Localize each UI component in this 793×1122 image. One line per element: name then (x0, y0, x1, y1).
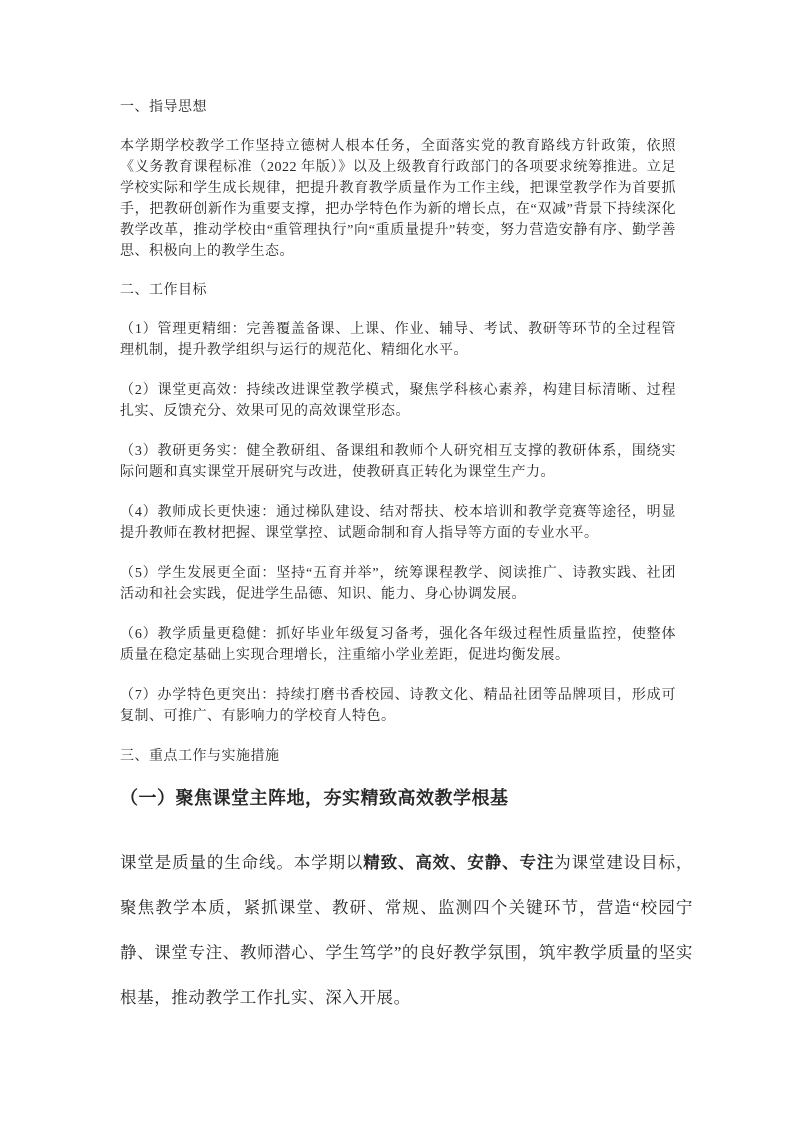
goal-item-5: （5）学生发展更全面：坚持“五育并举”，统筹课程教学、阅读推广、诗教实践、社团活动和社会实践，促进学生品德、知识、能力、身心协调发展。 (120, 566, 676, 602)
goal-item-4: （4）教师成长更快速：通过梯队建设、结对帮扶、校本培训和教学竞赛等途径，明显提升教师在教材把握、课堂掌控、试题命制和育人指导等方面的专业水平。 (120, 505, 676, 541)
goal-item-2: （2）课堂更高效：持续改进课堂教学模式，聚焦学科核心素养，构建目标清晰、过程扎实、反馈充分、效果可见的高效课堂形态。 (120, 383, 676, 419)
goal-item-6: （6）教学质量更稳健：抓好毕业年级复习备考，强化各年级过程性质量监控，使整体质量在稳定基础上实现合理增长，注重缩小学业差距，促进均衡发展。 (120, 627, 676, 663)
final-paragraph-bold-keywords: 精致、高效、安静、专注 (363, 853, 555, 872)
goal-item-3: （3）教研更务实：健全教研组、备课组和教师个人研究相互支撑的教研体系，围绕实际问题和真实课堂开展研究与改进，使教研真正转化为课堂生产力。 (120, 444, 676, 480)
document-content (120, 97, 693, 1020)
subsection-heading: （一）聚焦课堂主阵地，夯实精致高效教学根基 (120, 788, 509, 808)
guiding-ideology-paragraph: 本学期学校教学工作坚持立德树人根本任务，全面落实党的教育路线方针政策，依照《义务教育课程标准（2022 年版）》以及上级教育行政部门的各项要求统筹推进。立足学校实际和学生成长规律，把提升教育教学质量作为工作主线，把课堂教学作为首要抓手，把教研创新作为重要支撑，把办学特色作为新的增长点，在“双减”背景下持续深化教学改革，推动学校由“重管理执行”向“重质量提升”转变，努力营造安静有序、勤学善思、积极向上的教学生态。 (120, 139, 676, 259)
final-paragraph-segment-2: 为课堂建设目标，聚焦教学本质，紧抓课堂、教研、常规、监测四个关键环节，营造“校园宁静、课堂专注、教师潜心、学生笃学”的良好教学氛围，筑牢教学质量的坚实根基，推动教学工作扎实、深入开展。 (120, 853, 693, 1007)
classroom-building-paragraph (120, 840, 693, 1020)
section-heading-2: 二、工作目标 (120, 283, 207, 298)
goal-item-1: （1）管理更精细：完善覆盖备课、上课、作业、辅导、考试、教研等环节的全过程管理机制，提升教学组织与运行的规范化、精细化水平。 (120, 322, 676, 358)
section-heading-1: 一、指导思想 (120, 100, 207, 115)
final-paragraph-segment-1: 课堂是质量的生命线。本学期以 (120, 853, 364, 872)
goal-item-7: （7）办学特色更突出：持续打磨书香校园、诗教文化、精品社团等品牌项目，形成可复制、可推广、有影响力的学校育人特色。 (120, 688, 676, 724)
section-heading-3: 三、重点工作与实施措施 (120, 749, 280, 764)
